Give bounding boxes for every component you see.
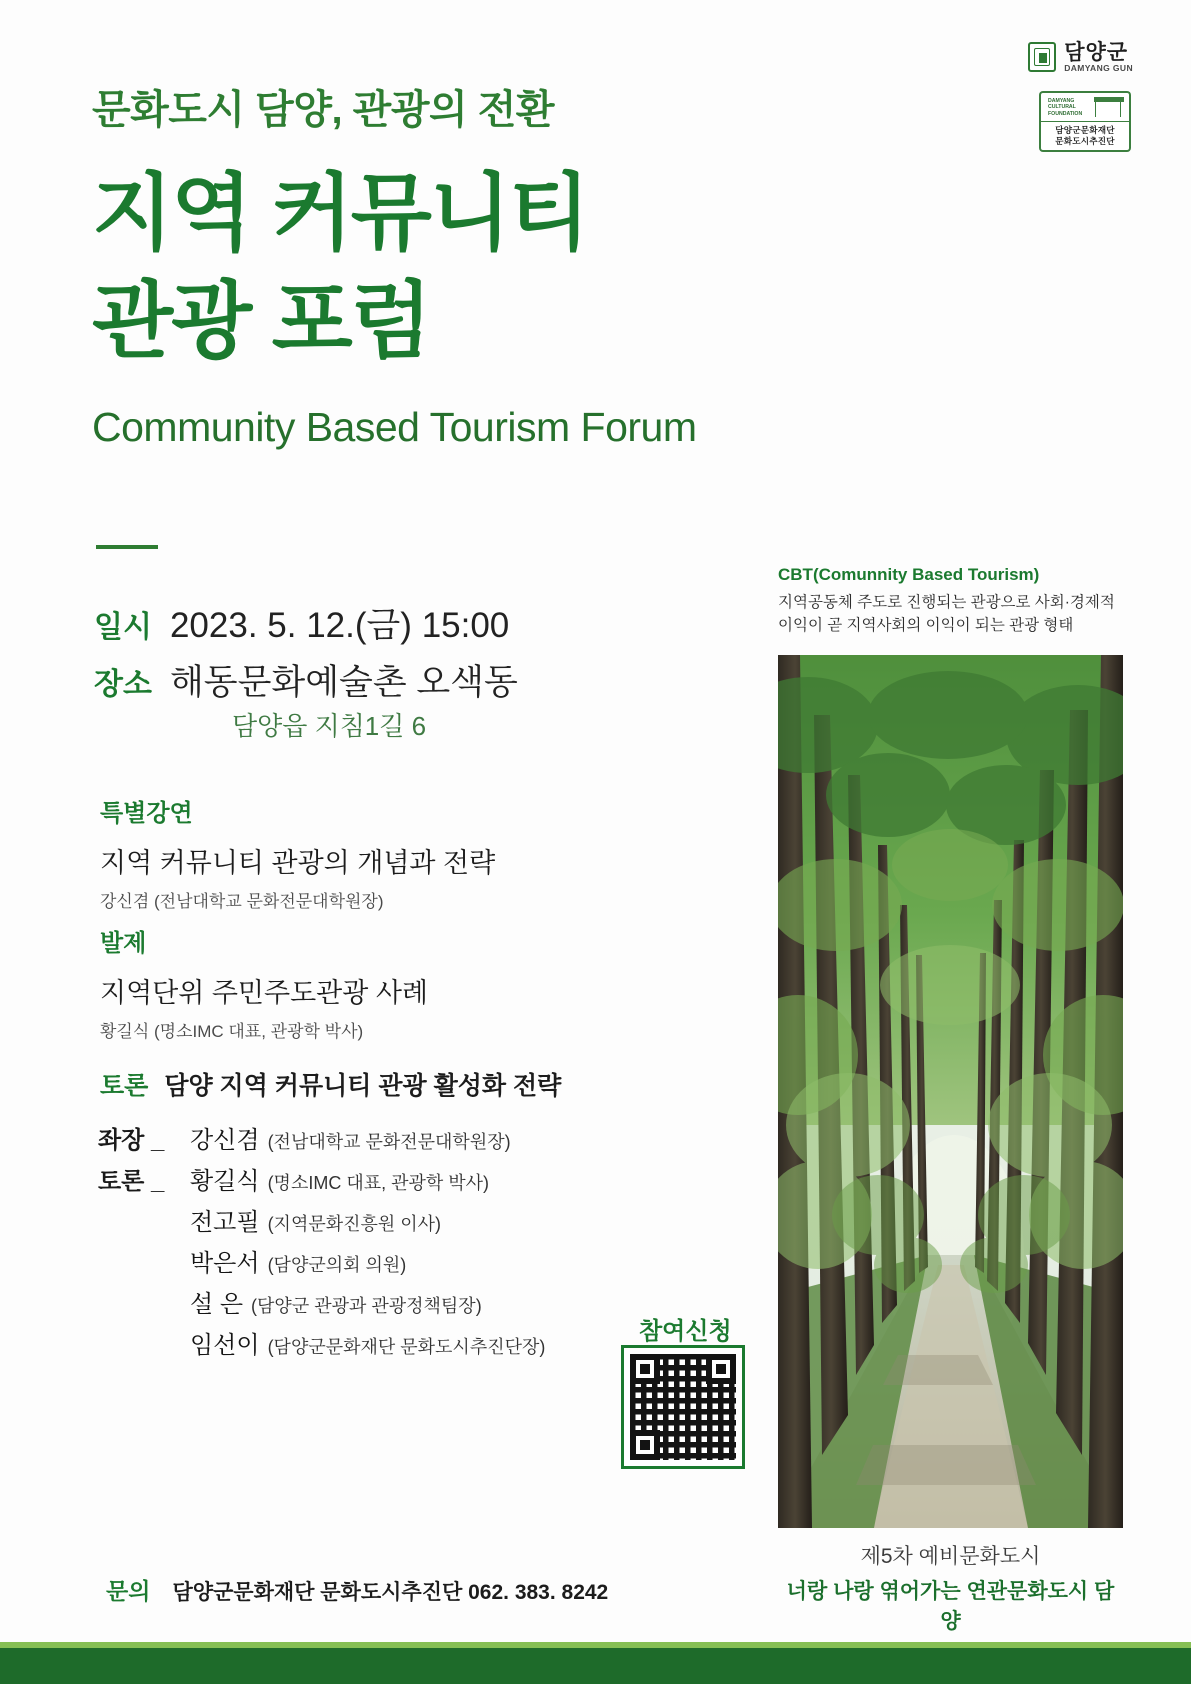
logo-block <box>1013 42 1133 152</box>
section-heading: 발제 <box>100 930 147 957</box>
list-item <box>98 1120 545 1155</box>
qr-eye-top-right <box>706 1354 736 1384</box>
discussion-label: 토론 <box>100 1072 149 1100</box>
venue-label: 장소 <box>94 668 152 701</box>
house-icon <box>1095 101 1121 117</box>
list-item <box>98 1243 545 1278</box>
panelist-name: 강신겸 <box>190 1127 260 1154</box>
county-logo-kr: 담양군 <box>1064 41 1129 64</box>
panelist-name: 설 은 <box>190 1291 244 1318</box>
tree-road-photo <box>778 655 1123 1528</box>
contact-label: 문의 <box>106 1578 151 1604</box>
panelist-affiliation: (전남대학교 문화전문대학원장) <box>267 1132 511 1152</box>
panelist-name: 황길식 <box>190 1168 260 1195</box>
datetime-value: 2023. 5. 12.(금) 15:00 <box>169 606 510 645</box>
foundation-logo <box>1039 91 1131 152</box>
footer-brand <box>778 1540 1123 1635</box>
list-item <box>98 1325 545 1360</box>
section-speaker: 황길식 (명소IMC 대표, 관광학 박사) <box>100 1022 364 1041</box>
section-topic: 지역단위 주민주도관광 사례 <box>100 978 428 1008</box>
county-emblem-icon <box>1028 42 1056 72</box>
contact-value: 담양군문화재단 문화도시추진단 062. 383. 8242 <box>172 1581 609 1604</box>
datetime-label: 일시 <box>94 611 152 644</box>
panelist-affiliation: (명소IMC 대표, 관광학 박사) <box>267 1173 490 1193</box>
section-topic: 지역 커뮤니티 관광의 개념과 전략 <box>100 848 496 878</box>
county-logo-en: DAMYANG GUN <box>1064 63 1133 74</box>
panelist-role: 좌장 _ <box>98 1127 165 1154</box>
panelist-affiliation: (담양군문화재단 문화도시추진단장) <box>267 1337 546 1357</box>
bottom-bar <box>0 1648 1191 1684</box>
panelist-name: 박은서 <box>190 1250 260 1277</box>
panelist-name: 전고필 <box>190 1209 260 1236</box>
cbt-heading: CBT(Comunnity Based Tourism) <box>778 565 1040 584</box>
panelist-list <box>98 1120 545 1366</box>
qr-eye-top-left <box>630 1354 660 1384</box>
title-line-2: 관광 포럼 <box>92 273 430 368</box>
list-item <box>98 1202 545 1237</box>
cbt-definition <box>778 565 1123 638</box>
kicker-text: 문화도시 담양, 관광의 전환 <box>92 88 554 132</box>
qr-eye-bottom-left <box>630 1430 660 1460</box>
venue-value: 해동문화예술촌 오색동 <box>169 663 518 702</box>
event-datetime <box>94 598 509 648</box>
panelist-affiliation: (지역문화진흥원 이사) <box>267 1214 442 1234</box>
apply-label: 참여신청 <box>639 1318 732 1345</box>
panelist-role: 토론 _ <box>98 1168 165 1195</box>
section-presentation <box>100 923 428 1042</box>
title-line-1: 지역 커뮤니티 <box>92 166 589 260</box>
footer-line-1: 제5차 예비문화도시 <box>860 1545 1041 1568</box>
section-special-lecture <box>100 793 495 912</box>
event-venue <box>94 655 518 705</box>
contact-info <box>106 1573 608 1606</box>
divider <box>96 545 158 549</box>
cbt-body: 지역공동체 주도로 진행되는 관광으로 사회·경제적 이익이 곧 지역사회의 이익이 되는 관광 형태 <box>778 594 1115 635</box>
damyang-county-logo <box>1013 42 1133 73</box>
subtitle-text: Community Based Tourism Forum <box>92 404 697 450</box>
section-heading: 특별강연 <box>100 800 193 827</box>
section-speaker: 강신겸 (전남대학교 문화전문대학원장) <box>100 892 384 911</box>
foundation-logo-kr: 담양군문화재단 문화도시추진단 <box>1039 121 1131 152</box>
qr-code-icon[interactable] <box>621 1345 745 1469</box>
footer-line-2: 너랑 나랑 엮어가는 연관문화도시 담양 <box>786 1580 1115 1633</box>
panelist-name: 임선이 <box>190 1332 260 1359</box>
venue-address: 담양읍 지침1길 6 <box>232 711 427 741</box>
discussion-title: 담양 지역 커뮤니티 관광 활성화 전략 <box>164 1072 562 1100</box>
discussion-header <box>100 1066 561 1102</box>
panelist-affiliation: (담양군의회 의원) <box>267 1255 407 1275</box>
panelist-affiliation: (담양군 관광과 관광정책팀장) <box>251 1296 482 1316</box>
foundation-logo-en: DAMYANG CULTURAL FOUNDATION <box>1048 97 1083 117</box>
list-item <box>98 1284 545 1319</box>
page-title <box>92 160 588 375</box>
list-item <box>98 1161 545 1196</box>
